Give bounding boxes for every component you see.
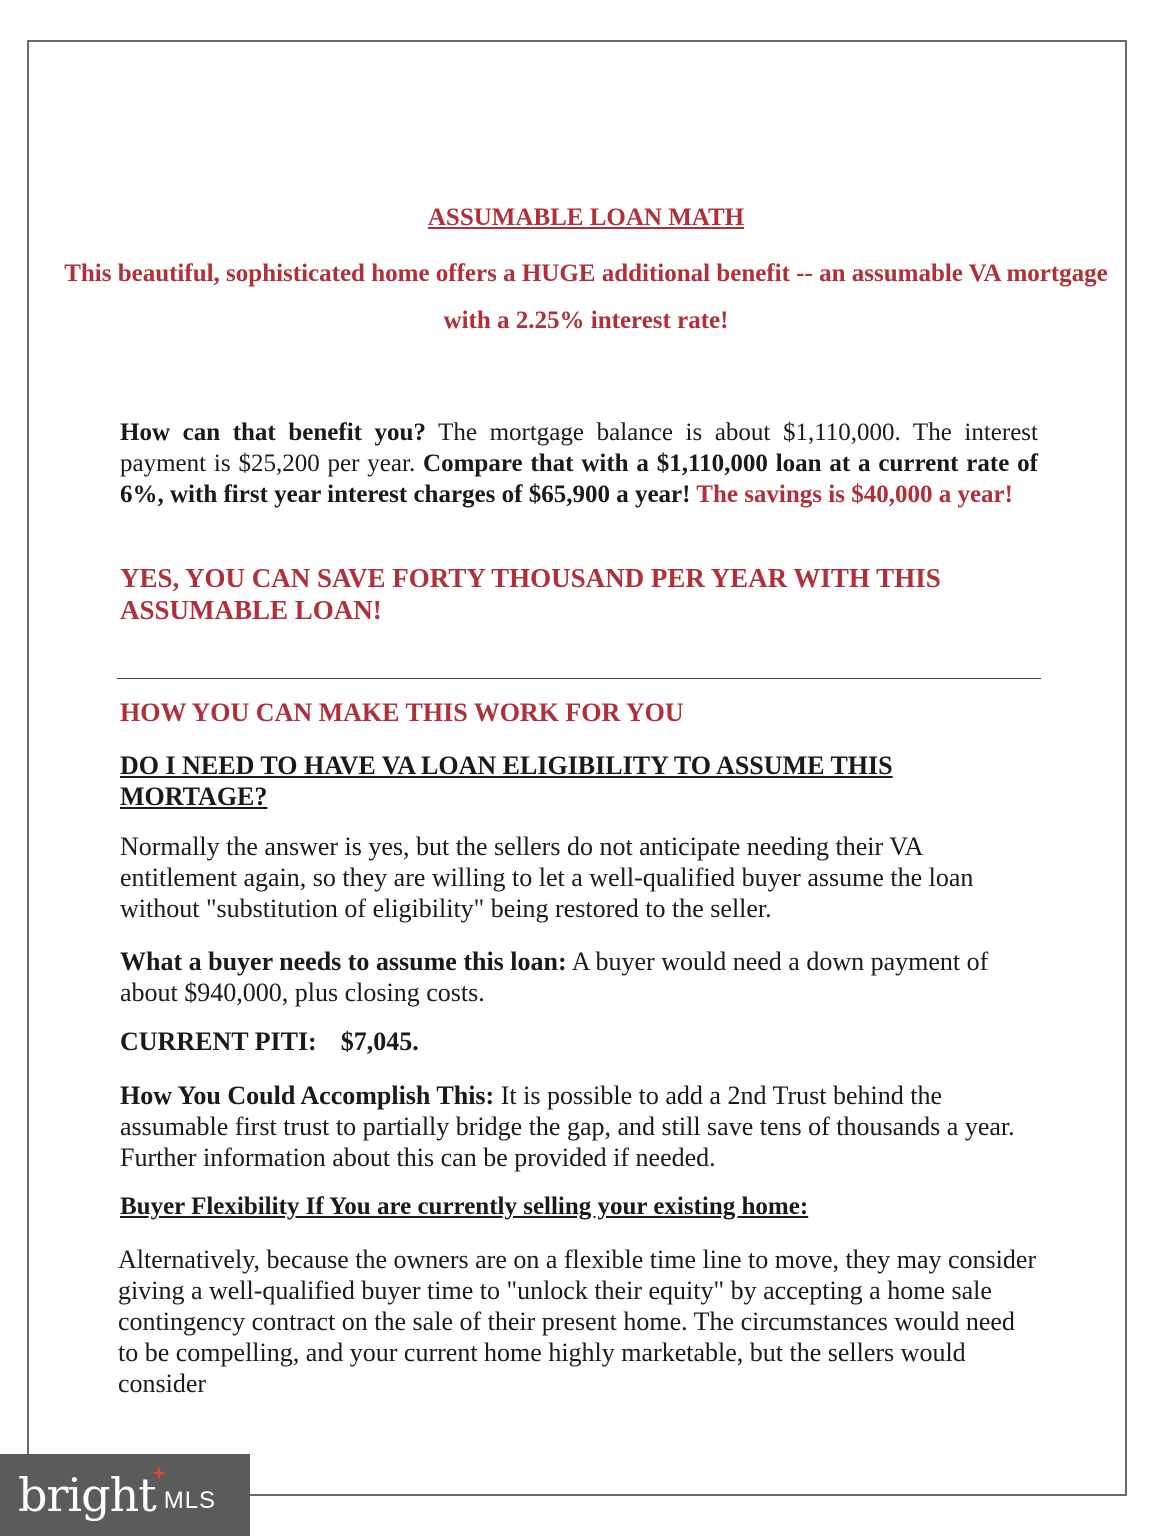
eligibility-answer: Normally the answer is yes, but the sellers do not anticipate needing their VA entitlement again, so they are willing to let a well-qualified buyer assume the loan without "substitution of eligibility" being restored to the seller. xyxy=(120,832,974,923)
section-title: HOW YOU CAN MAKE THIS WORK FOR YOU xyxy=(120,698,684,727)
eligibility-question: DO I NEED TO HAVE VA LOAN ELIGIBILITY TO ASSUME THIS MORTAGE? xyxy=(120,751,893,811)
benefit-savings: The savings is $40,000 a year! xyxy=(690,481,1013,508)
current-piti xyxy=(120,1027,1038,1057)
benefit-paragraph xyxy=(120,417,1038,510)
flexibility-title: Buyer Flexibility If You are currently selling your existing home: xyxy=(120,1193,809,1220)
buyer-needs-label: What a buyer needs to assume this loan: xyxy=(120,947,567,976)
watermark-brand: bright xyxy=(18,1468,156,1522)
flexibility-paragraph: Alternatively, because the owners are on a flexible time line to move, they may consider giving a well-qualified buyer time to "unlock their equity" by accepting a home sale contingency contract on the sale of their present home. The circumstances would need to be compelling, and your current home highly marketable, but the sellers would consider xyxy=(118,1245,1037,1398)
section-divider xyxy=(117,678,1041,679)
document-subtitle: This beautiful, sophisticated home offers a HUGE additional benefit -- an assumable VA mortgage with a 2.25% interest rate! xyxy=(64,260,1108,334)
buyer-needs-text: A buyer would need a down payment of about $940,000, plus closing costs. xyxy=(120,947,989,1007)
bright-mls-watermark xyxy=(0,1454,250,1536)
watermark-suffix: MLS xyxy=(163,1487,217,1514)
buyer-needs-paragraph xyxy=(120,946,1038,1008)
accomplish-label: How You Could Accomplish This: xyxy=(120,1081,495,1110)
benefit-text: The mortgage balance is about $1,110,000. The interest payment is $25,200 per year. xyxy=(120,419,1038,477)
piti-label: CURRENT PITI: xyxy=(120,1027,317,1056)
savings-headline: YES, YOU CAN SAVE FORTY THOUSAND PER YEAR WITH THIS ASSUMABLE LOAN! xyxy=(120,563,941,625)
document-title: ASSUMABLE LOAN MATH xyxy=(427,204,745,231)
benefit-compare: Compare that with a $1,110,000 loan at a current rate of 6%, with first year interest charges of $65,900 a year! xyxy=(120,450,1038,508)
piti-value: $7,045. xyxy=(340,1027,419,1056)
benefit-question: How can that benefit you? xyxy=(120,419,426,446)
accomplish-paragraph xyxy=(120,1080,1038,1173)
accomplish-text: It is possible to add a 2nd Trust behind the assumable first trust to partially bridge the gap, and still save tens of thousands a year. Further information about this can be provided if needed. xyxy=(120,1081,1015,1172)
spark-icon xyxy=(150,1464,168,1482)
